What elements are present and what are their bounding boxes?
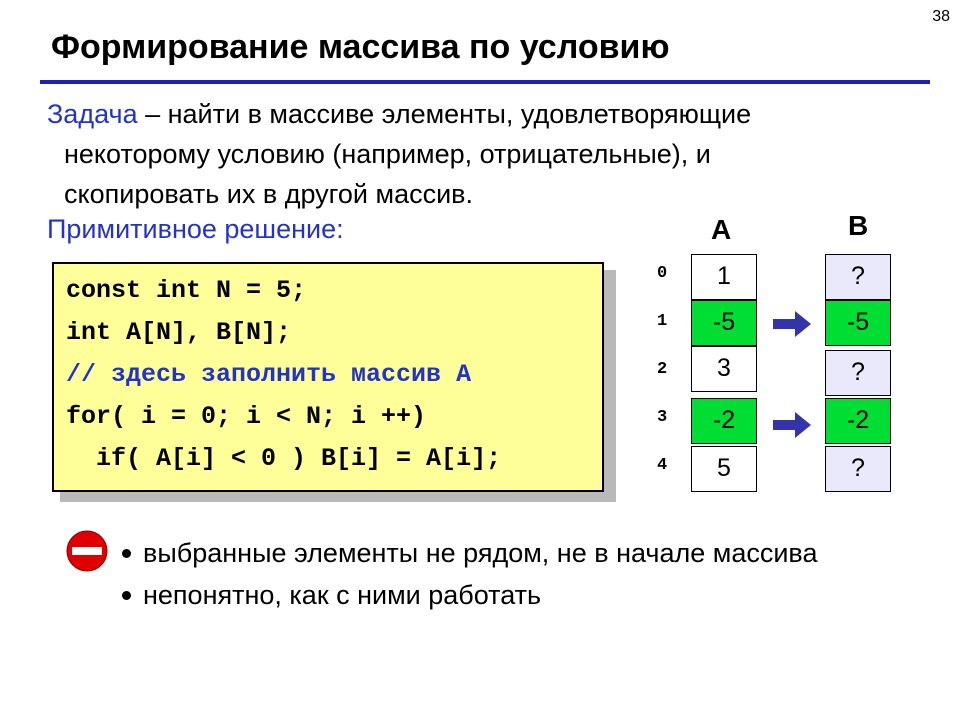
array-a-label: A: [711, 214, 732, 245]
no-entry-icon: [66, 530, 108, 572]
array-b-label: B: [848, 210, 869, 241]
slide-title: Формирование массива по условию: [51, 28, 670, 66]
right-arrow-icon: [773, 412, 811, 438]
array-b-cell: ?: [825, 350, 891, 396]
array-index: 4: [657, 456, 668, 475]
right-arrow-icon: [773, 311, 811, 337]
bullet-dot-icon: [122, 549, 131, 558]
list-item: [118, 534, 863, 572]
task-description: [47, 94, 907, 214]
bullet-list: [118, 534, 863, 614]
array-index: 0: [657, 264, 668, 283]
task-keyword: Задача: [47, 99, 138, 129]
array-index: 2: [657, 360, 668, 379]
slide-number: 38: [932, 8, 950, 25]
array-a-cell: 5: [691, 446, 757, 492]
list-item: [118, 576, 863, 614]
code-comment: // здесь заполнить массив A: [66, 360, 472, 389]
bullet-text: выбранные элементы не рядом, не в начале массива: [143, 538, 818, 568]
array-index: 3: [657, 408, 668, 427]
array-a-cell-highlighted: -2: [691, 398, 757, 444]
code-line: for( i = 0; i < N; i ++): [66, 402, 427, 431]
array-b-cell: ?: [825, 254, 891, 300]
array-a-cell-highlighted: -5: [691, 300, 757, 346]
array-index: 1: [657, 312, 668, 331]
task-line-2: некоторому условию (например, отрицательные), и: [64, 139, 711, 169]
title-divider: [40, 80, 930, 84]
array-b-cell-highlighted: -5: [825, 300, 891, 346]
subheading: Примитивное решение:: [47, 214, 344, 244]
task-line-3: скопировать их в другой массив.: [64, 179, 474, 209]
task-line-1: – найти в массиве элементы, удовлетворяющие: [137, 99, 752, 129]
code-line: const int N = 5;: [66, 276, 307, 305]
array-b-cell: ?: [825, 446, 891, 492]
code-line: int A[N], B[N];: [66, 318, 292, 347]
array-a-cell: 1: [691, 254, 757, 300]
array-b-cell-highlighted: -2: [825, 398, 891, 444]
bullet-dot-icon: [122, 591, 131, 600]
code-line: if( A[i] < 0 ) B[i] = A[i];: [66, 444, 502, 473]
bullet-text: непонятно, как с ними работать: [143, 580, 542, 610]
code-block: [52, 262, 604, 492]
array-a-cell: 3: [691, 346, 757, 392]
